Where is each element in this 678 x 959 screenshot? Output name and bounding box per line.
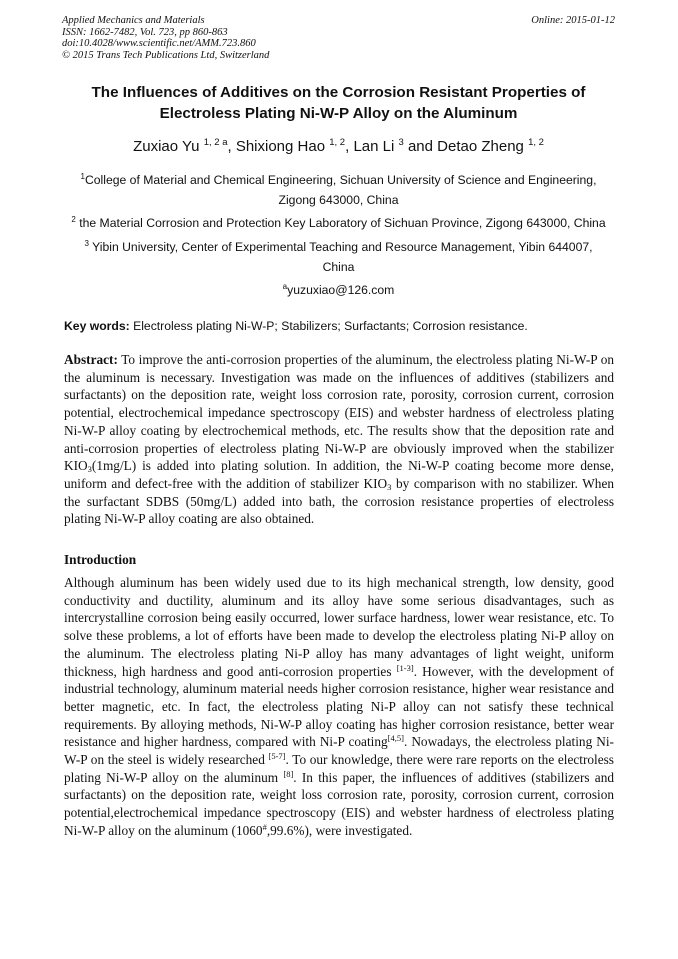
- author-affiliation-mark: 1, 2 a: [203, 137, 228, 148]
- body-text: Although aluminum has been widely used due to its high mechanical strength, low density, good conductivity and ductility, aluminum and its alloy have some serious disadvantages, such as intercrystalline corrosion being easily occurred, lower surface hardness, lower wear resistance, etc. To solve these problems, a lot of efforts have been made to develop the electroless plating Ni-P alloy on the aluminum. The electroless plating Ni-P alloy has many advantages of light weight, uniform thickness, high hardness and good anti-corrosion properties: [64, 575, 614, 679]
- author-separator: ,: [345, 138, 354, 155]
- doi-line: doi:10.4028/www.scientific.net/AMM.723.860: [62, 38, 256, 50]
- abstract: [64, 351, 614, 528]
- citation: [5-7]: [268, 751, 286, 762]
- author-affiliation-mark: 1, 2: [528, 137, 544, 148]
- abstract-label: Abstract:: [64, 352, 118, 367]
- journal-header: [62, 15, 615, 61]
- author-name: Lan Li: [353, 138, 395, 155]
- author-name: Shixiong Hao: [235, 138, 326, 155]
- author-separator: and: [403, 138, 438, 155]
- body-text: . However, with the development of industrial technology, aluminum material needs higher corrosion resistance, higher wear resistance and better magnetic, etc. In fact, the electroless plating Ni-P alloy can not satisfy these technical requirements. By alloying methods, Ni-W-P alloy coating has higher corrosion resistance, better wear resistance and higher hardness, compared with Ni-P coating: [64, 663, 614, 750]
- affiliation-mark: 3: [84, 239, 89, 248]
- body-text: . Nowadays, the electroless plating Ni-W-P on the steel is widely researched: [64, 734, 614, 768]
- affiliation-mark: 2: [71, 215, 76, 224]
- body-text: . In this paper, the influences of additives (stabilizers and surfactants) on the deposition rate, weight loss corrosion rate, porosity, corrosion current, corrosion potential,electrochemical impedance spectroscopy (EIS) and webster hardness of electroless plating Ni-W-P alloy on the aluminum (1060: [64, 769, 615, 838]
- superscript: #: [262, 821, 267, 832]
- author-list: [62, 133, 615, 157]
- author-affiliation-mark: 1, 2: [329, 137, 346, 148]
- introduction-paragraph: [64, 574, 614, 840]
- affiliation-1: [62, 167, 615, 210]
- affiliation-text: the Material Corrosion and Protection Key Laboratory of Sichuan Province, Zigong 643000, China: [75, 216, 606, 230]
- title-line-2: Electroless Plating Ni-W-P Alloy on the Aluminum: [159, 105, 518, 122]
- author-name: Zuxiao Yu: [133, 138, 200, 155]
- corresponding-email: [62, 277, 615, 300]
- keywords: [64, 318, 617, 334]
- affiliation-text: College of Material and Chemical Engineering, Sichuan University of Science and Engineering,: [84, 173, 597, 187]
- citation: [8]: [283, 768, 294, 779]
- affiliation-text: Zigong 643000, China: [278, 193, 399, 207]
- affiliation-3: [62, 234, 615, 277]
- online-date: Online: 2015-01-12: [531, 15, 615, 26]
- affiliation-mark: 1: [80, 172, 85, 181]
- subscript: 3: [87, 464, 92, 475]
- keywords-text: Electroless plating Ni-W-P; Stabilizers; Surfactants; Corrosion resistance.: [129, 319, 528, 333]
- journal-name: Applied Mechanics and Materials: [62, 15, 205, 26]
- citation: [4,5]: [387, 733, 404, 744]
- subscript: 3: [387, 481, 392, 492]
- affiliation-text: China: [322, 260, 355, 274]
- author-separator: ,: [227, 138, 236, 155]
- body-text: ,99.6%), were investigated.: [266, 822, 413, 838]
- abstract-text: by comparison with no stabilizer. When the surfactant SDBS (50mg/L) added into bath, the corrosion resistance properties of electroless plating Ni-W-P alloy coating are also obtained.: [64, 475, 614, 527]
- author-affiliation-mark: 3: [398, 137, 404, 148]
- citation: [1-3]: [396, 662, 414, 673]
- copyright-line: © 2015 Trans Tech Publications Ltd, Switzerland: [62, 49, 270, 61]
- email-address: yuzuxiao@126.com: [287, 283, 395, 297]
- affiliation-text: Yibin University, Center of Experimental Teaching and Resource Management, Yibin 644007,: [88, 240, 593, 254]
- body-text: . To our knowledge, there were rare reports on the electroless plating Ni-W-P alloy on the aluminum: [64, 752, 614, 785]
- author-name: Detao Zheng: [437, 138, 524, 155]
- section-heading-introduction: Introduction: [64, 552, 137, 567]
- paper-title: [62, 82, 615, 124]
- keywords-label: Key words:: [64, 319, 130, 333]
- abstract-text: (1mg/L) is added into plating solution. In addition, the Ni-W-P coating become more dense, uniform and defect-free with the addition of stabilizer KIO: [64, 458, 614, 491]
- abstract-text: To improve the anti-corrosion properties of the aluminum, the electroless plating Ni-W-P on the aluminum is necessary. Investigation was made on the influences of additives (stabilizers and surfactants) on the deposition rate, weight loss corrosion rate, porosity, corrosion current, corrosion potential, electrochemical impedance spectroscopy (EIS) and webster hardness of electroless plating Ni-W-P alloy coating by electrochemical methods, etc. The results show that the deposition rate and anti-corrosion properties of electroless plating Ni-W-P are obviously improved when the stabilizer KIO: [64, 352, 614, 474]
- title-line-1: The Influences of Additives on the Corrosion Resistant Properties of: [91, 84, 586, 101]
- issn-line: ISSN: 1662-7482, Vol. 723, pp 860-863: [62, 26, 228, 38]
- email-mark: a: [282, 282, 288, 291]
- affiliation-2: [62, 210, 615, 233]
